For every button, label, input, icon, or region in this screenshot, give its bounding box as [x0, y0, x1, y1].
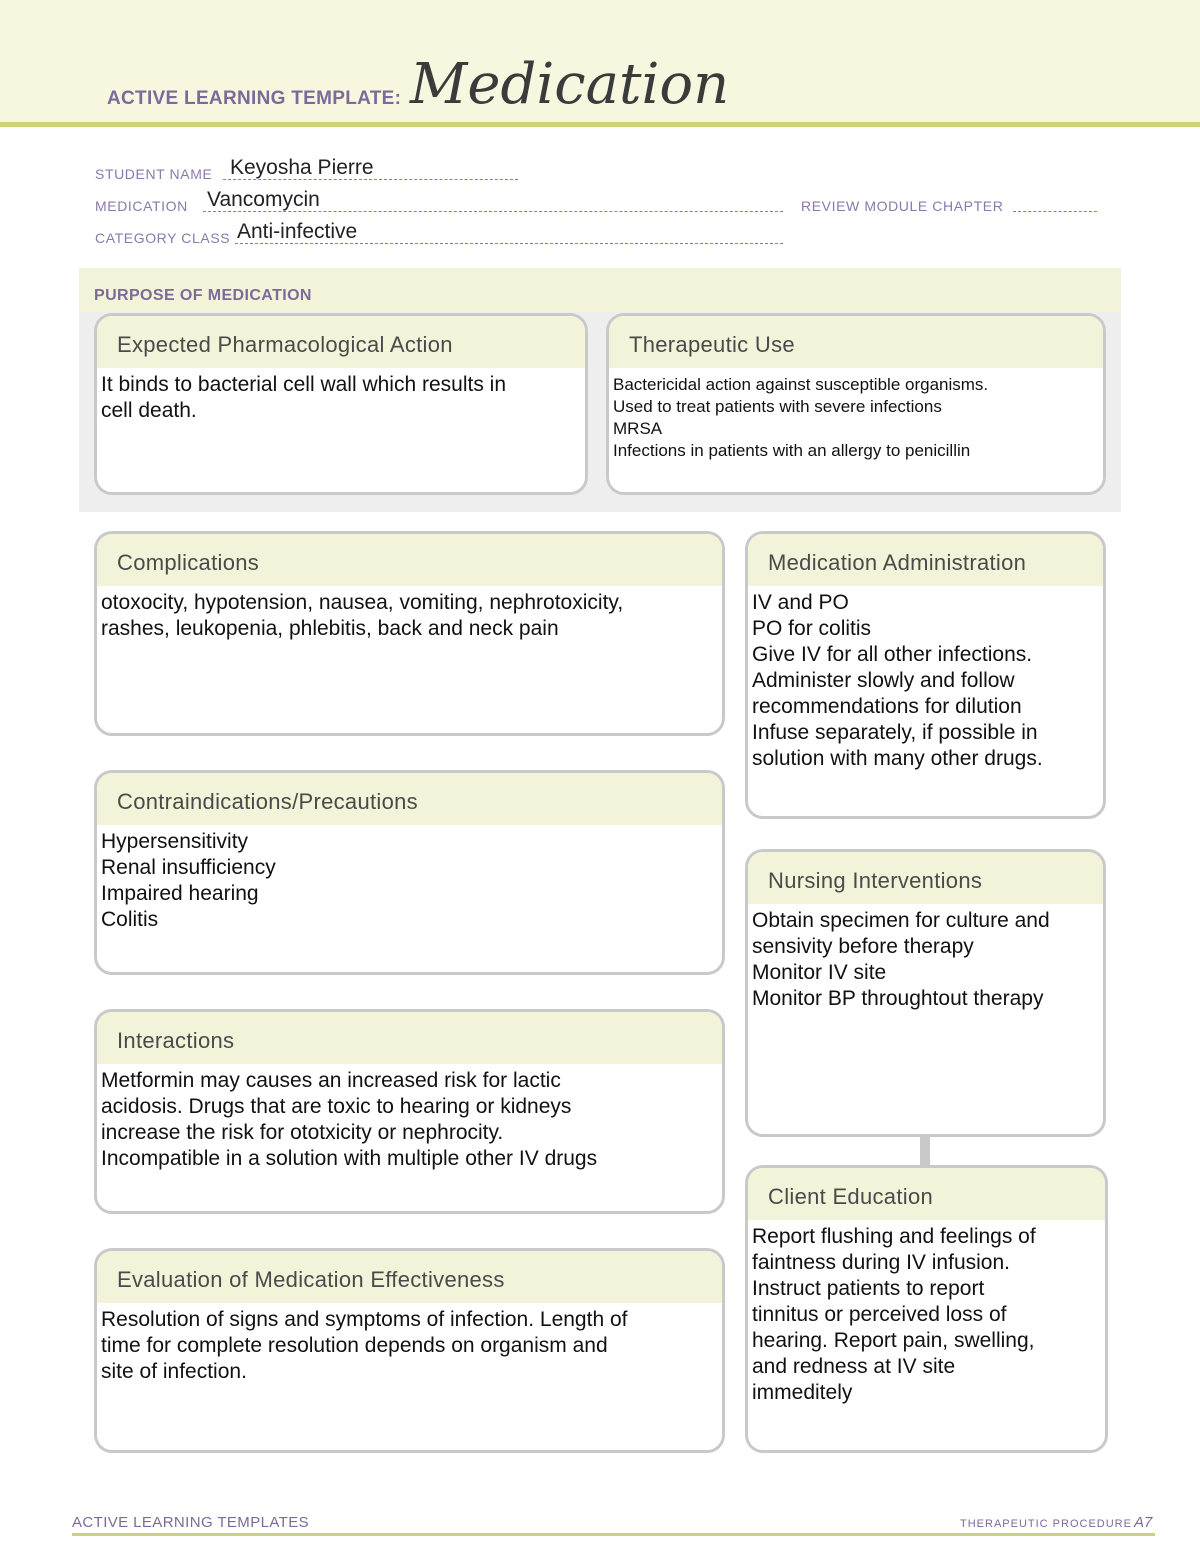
text-line: sensivity before therapy — [752, 935, 974, 958]
text-line: solution with many other drugs. — [752, 747, 1043, 770]
therapeutic-use-title: Therapeutic Use — [609, 316, 1103, 368]
text-line: Infuse separately, if possible in — [752, 721, 1038, 744]
text-line: acidosis. Drugs that are toxic to hearing or kidneys — [101, 1095, 572, 1118]
text-line: rashes, leukopenia, phlebitis, back and neck pain — [101, 617, 559, 640]
text-line: Resolution of signs and symptoms of infection. Length of — [101, 1308, 628, 1331]
evaluation-title: Evaluation of Medication Effectiveness — [97, 1251, 722, 1303]
expected-action-title: Expected Pharmacological Action — [97, 316, 585, 368]
complications-title: Complications — [97, 534, 722, 586]
therapeutic-use-card — [606, 313, 1106, 495]
text-line: IV and PO — [752, 591, 849, 614]
administration-card — [745, 531, 1106, 819]
text-line: Bactericidal action against susceptible organisms. — [613, 375, 989, 394]
category-field[interactable]: Anti-infective — [237, 220, 358, 243]
template-label: ACTIVE LEARNING TEMPLATE: — [107, 88, 402, 109]
text-line: Obtain specimen for culture and — [752, 909, 1050, 932]
text-line: hearing. Report pain, swelling, — [752, 1329, 1035, 1352]
text-line: MRSA — [613, 419, 663, 438]
complications-card — [94, 531, 725, 736]
administration-text[interactable] — [748, 586, 1103, 772]
text-line: faintness during IV infusion. — [752, 1251, 1010, 1274]
text-line: Administer slowly and follow — [752, 669, 1015, 692]
expected-action-card — [94, 313, 588, 495]
nursing-interventions-text[interactable] — [748, 904, 1103, 1012]
text-line: Monitor BP throughtout therapy — [752, 987, 1044, 1010]
header-divider — [0, 122, 1200, 127]
client-education-title: Client Education — [748, 1168, 1105, 1220]
card-connector — [920, 1134, 930, 1166]
footer-right-label: THERAPEUTIC PROCEDURE — [960, 1518, 1132, 1530]
interactions-title: Interactions — [97, 1012, 722, 1064]
text-line: It binds to bacterial cell wall which results in — [101, 373, 507, 396]
medication-field[interactable]: Vancomycin — [207, 188, 320, 211]
text-line: immeditely — [752, 1381, 853, 1404]
text-line: cell death. — [101, 399, 197, 422]
text-line: Infections in patients with an allergy to penicillin — [613, 441, 971, 460]
administration-title: Medication Administration — [748, 534, 1103, 586]
complications-text[interactable] — [97, 586, 722, 642]
student-name-field[interactable]: Keyosha Pierre — [230, 156, 374, 179]
purpose-title: PURPOSE OF MEDICATION — [94, 287, 312, 304]
text-line: Instruct patients to report — [752, 1277, 985, 1300]
category-row — [95, 220, 795, 248]
text-line: recommendations for dilution — [752, 695, 1022, 718]
page-number: A7 — [1134, 1514, 1153, 1531]
medication-row — [95, 188, 1105, 216]
text-line: Report flushing and feelings of — [752, 1225, 1036, 1248]
review-module-line — [1013, 211, 1097, 212]
review-module-label: REVIEW MODULE CHAPTER — [801, 198, 1004, 214]
text-line: Incompatible in a solution with multiple other IV drugs — [101, 1147, 598, 1170]
expected-action-text[interactable] — [97, 368, 585, 424]
interactions-text[interactable] — [97, 1064, 722, 1172]
evaluation-text[interactable] — [97, 1303, 722, 1385]
nursing-interventions-card — [745, 849, 1106, 1137]
text-line: and redness at IV site — [752, 1355, 956, 1378]
text-line: site of infection. — [101, 1360, 247, 1383]
text-line: Give IV for all other infections. — [752, 643, 1033, 666]
text-line: Monitor IV site — [752, 961, 887, 984]
text-line: Impaired hearing — [101, 882, 259, 905]
text-line: Renal insufficiency — [101, 856, 276, 879]
footer-left-label: ACTIVE LEARNING TEMPLATES — [72, 1514, 309, 1531]
client-education-text[interactable] — [748, 1220, 1105, 1406]
text-line: Used to treat patients with severe infections — [613, 397, 942, 416]
therapeutic-use-text[interactable] — [609, 368, 1103, 462]
category-label: CATEGORY CLASS — [95, 230, 231, 246]
text-line: Metformin may causes an increased risk for lactic — [101, 1069, 561, 1092]
text-line: Hypersensitivity — [101, 830, 249, 853]
student-name-row — [95, 156, 525, 184]
text-line: Colitis — [101, 908, 159, 931]
text-line: tinnitus or perceived loss of — [752, 1303, 1007, 1326]
contraindications-text[interactable] — [97, 825, 722, 933]
evaluation-card — [94, 1248, 725, 1453]
text-line: time for complete resolution depends on organism and — [101, 1334, 608, 1357]
interactions-card — [94, 1009, 725, 1214]
text-line: otoxocity, hypotension, nausea, vomiting, nephrotoxicity, — [101, 591, 624, 614]
text-line: PO for colitis — [752, 617, 872, 640]
footer-divider — [72, 1533, 1155, 1536]
client-education-card — [745, 1165, 1108, 1453]
contraindications-card — [94, 770, 725, 975]
text-line: increase the risk for ototxicity or nephrocity. — [101, 1121, 504, 1144]
medication-label: MEDICATION — [95, 198, 188, 214]
page-title: Medication — [410, 52, 730, 117]
student-name-label: STUDENT NAME — [95, 166, 213, 182]
contraindications-title: Contraindications/Precautions — [97, 773, 722, 825]
nursing-interventions-title: Nursing Interventions — [748, 852, 1103, 904]
